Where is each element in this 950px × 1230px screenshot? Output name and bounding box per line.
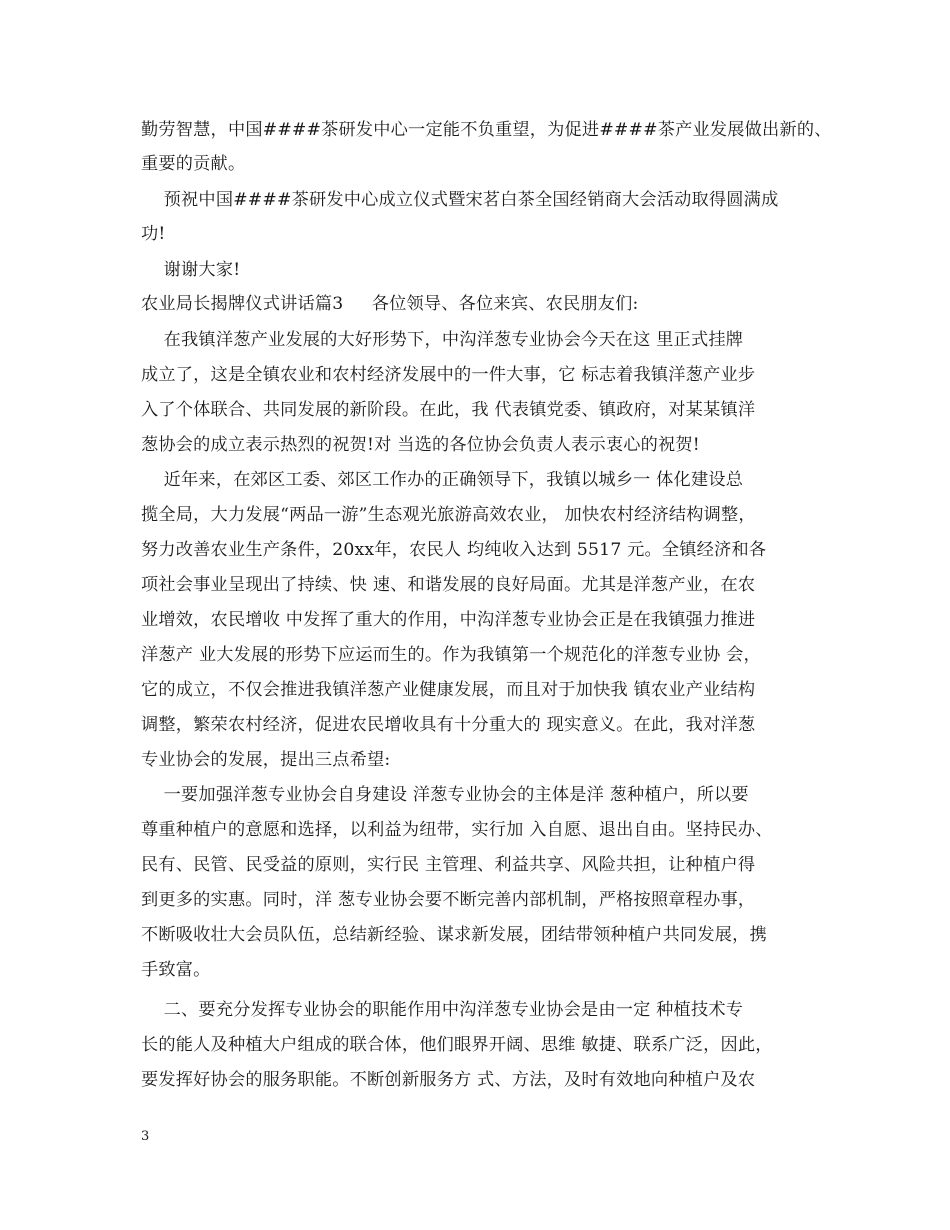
text-line: 洋葱产 业大发展的形势下应运而生的。作为我镇第一个规范化的洋葱专业协 会，: [141, 645, 761, 665]
text-line: 到更多的实惠。同时，洋 葱专业协会要不断完善内部机制，严格按照章程办事，: [141, 890, 756, 910]
text-line: 项社会事业呈现出了持续、快 速、和谐发展的良好局面。尤其是洋葱产业，在农: [141, 575, 756, 595]
text-line: 专业协会的发展，提出三点希望:: [141, 750, 391, 770]
text-line: 预祝中国####茶研发中心成立仪式暨宋茗白茶全国经销商大会活动取得圆满成: [141, 190, 779, 210]
text-line: 不断吸收壮大会员队伍，总结新经验、谋求新发展，团结带领种植户共同发展，携: [141, 925, 767, 945]
page-number: 3: [141, 1129, 150, 1144]
text-line: 勤劳智慧，中国####茶研发中心一定能不负重望，为促进####茶产业发展做出新的、: [141, 120, 832, 140]
text-line: 入了个体联合、共同发展的新阶段。在此，我 代表镇党委、镇政府，对某某镇洋: [141, 400, 756, 420]
text-line: 揽全局，大力发展“两品一游”生态观光旅游高效农业， 加快农村经济结构调整，: [141, 505, 756, 525]
text-line: 努力改善农业生产条件，20xx年，农民人 均纯收入达到 5517 元。全镇经济和各: [141, 540, 767, 560]
text-line: 长的能人及种植大户组成的联合体，他们眼界开阔、思维 敏捷、联系广泛，因此，: [141, 1035, 773, 1055]
text-line: 重要的贡献。: [141, 154, 246, 174]
text-line: 二、要充分发挥专业协会的职能作用中沟洋葱专业协会是由一定 种植技术专: [141, 1000, 744, 1020]
text-line: 调整，繁荣农村经济，促进农民增收具有十分重大的 现实意义。在此，我对洋葱: [141, 715, 756, 735]
text-line: 民有、民管、民受益的原则，实行民 主管理、利益共享、风险共担，让种植户得: [141, 855, 756, 875]
text-line: 葱协会的成立表示热烈的祝贺!对 当选的各位协会负责人表示衷心的祝贺!: [141, 435, 700, 455]
text-line: 要发挥好协会的服务职能。不断创新服务方 式、方法，及时有效地向种植户及农: [141, 1070, 756, 1090]
text-line: 功!: [141, 224, 166, 244]
text-line: 手致富。: [141, 960, 211, 980]
text-line: 尊重种植户的意愿和选择，以利益为纽带，实行加 入自愿、退出自由。坚持民办、: [141, 820, 773, 840]
text-line: 近年来，在郊区工委、郊区工作办的正确领导下，我镇以城乡一 体化建设总: [141, 470, 744, 490]
text-line: 一要加强洋葱专业协会自身建设 洋葱专业协会的主体是洋 葱种植户，所以要: [141, 785, 749, 805]
text-line: 谢谢大家!: [141, 260, 241, 280]
text-line: 它的成立，不仅会推进我镇洋葱产业健康发展，而且对于加快我 镇农业产业结构: [141, 680, 756, 700]
text-line: 成立了，这是全镇农业和农村经济发展中的一件大事，它 标志着我镇洋葱产业步: [141, 365, 756, 385]
text-line: 在我镇洋葱产业发展的大好形势下，中沟洋葱专业协会今天在这 里正式挂牌: [141, 330, 744, 350]
section-heading-line: 农业局长揭牌仪式讲话篇3 各位领导、各位来宾、农民朋友们:: [141, 294, 639, 314]
text-line: 业增效，农民增收 中发挥了重大的作用，中沟洋葱专业协会正是在我镇强力推进: [141, 610, 756, 630]
